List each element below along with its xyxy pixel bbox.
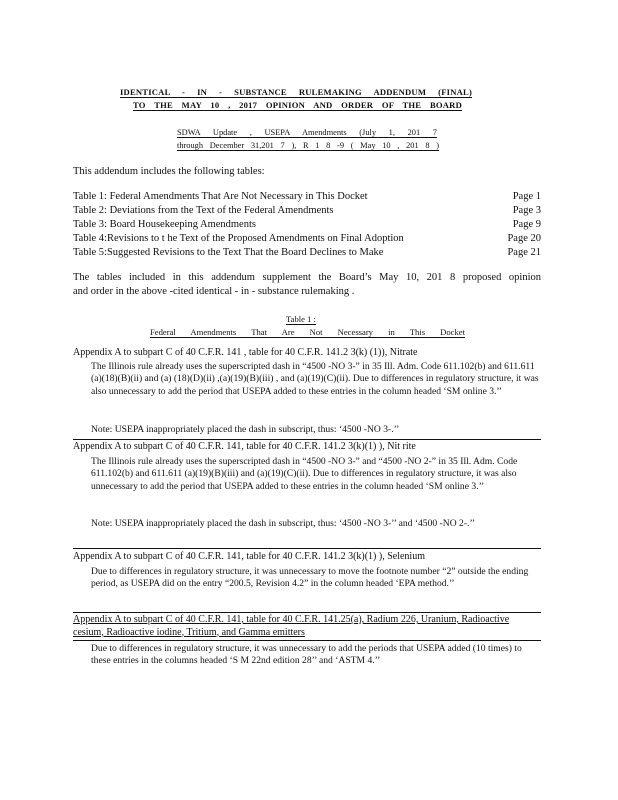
intro-text: This addendum includes the following tables: [73,166,265,177]
toc-label: Table 2: Deviations from the Text of the Federal Amendments [73,205,334,216]
toc-page: Page 1 [512,191,541,202]
toc-label: Table 5:Suggested Revisions to the Text That the Board Declines to Make [73,247,384,258]
entry-text: Due to differences in regulatory structure, it was unnecessary to add the periods that USEPA added (10 times) to these entries in the columns headed ‘S M 22nd edition 28’’ and ‘ASTM 4.’’ [91,643,522,667]
entry-divider [73,640,541,641]
entry-note: Note: USEPA inappropriately placed the dash in subscript, thus: ‘4500 -NO 3-.’’ [91,424,400,435]
toc-page: Page 20 [507,233,541,244]
table1-caption: Table 1 : [286,314,316,324]
toc-row [73,233,541,244]
toc-page: Page 21 [507,247,541,258]
toc-row [73,219,541,230]
header-sub-1: SDWA Update , USEPA Amendments (July 1, 201 7 [177,128,437,137]
entry-note: Note: USEPA inappropriately placed the dash in subscript, thus: ‘4500 -NO 3-’’ and ‘4500 -NO 2-.’’ [91,518,476,529]
toc-label: Table 3: Board Housekeeping Amendments [73,219,256,230]
entry-title: Appendix A to subpart C of 40 C.F.R. 141 , table for 40 C.F.R. 141.2 3(k) (1)), Nitrate [73,347,418,358]
entry-text: The Illinois rule already uses the superscripted dash in “4500 -NO 3-” in 35 Ill. Adm. Code 611.102(b) and 611.611 (a)(18)(B)(ii) and (a) (18)(D)(ii) ,(a)(19)(B)(iii) , and (a)(19)(C)(ii). Due to differences in regulatory structure, it was also unnecessary to add the period that USEPA added to these entries in the column headed ‘SM online 3.’’ [91,361,539,397]
entry-title: Appendix A to subpart C of 40 C.F.R. 141, table for 40 C.F.R. 141.2 3(k)(1) ), Selenium [73,551,425,562]
toc-page: Page 9 [512,219,541,230]
entry-text: The Illinois rule already uses the superscripted dash in “4500 -NO 3-” and “4500 -NO 2-” in 35 Ill. Adm. Code 611.102(b) and 611.611 (a)(19)(B)(iii) and (a)(19)(C)(ii). Due to differences in regulatory structure, it was also unnecessary to add the period that USEPA added to these entries in the column headed ‘SM online 3.’’ [91,456,518,492]
toc-row [73,247,541,258]
header-sub-2: through December 31,201 7 ), R 1 8 -9 ( May 10 , 201 8 ) [177,141,439,150]
toc-label: Table 4:Revisions to t he Text of the Proposed Amendments on Final Adoption [73,233,404,244]
entry-text: Due to differences in regulatory structure, it was unnecessary to move the footnote number “2” outside the ending period, as USEPA did on the entry “200.5, Revision 4.2” in the column headed ‘EPA method.’’ [91,566,529,590]
toc-label: Table 1: Federal Amendments That Are Not Necessary in This Docket [73,191,368,202]
toc-page: Page 3 [512,205,541,216]
entry-divider [73,612,541,613]
summary-line-1: The tables included in this addendum supplement the Board’s May 10, 201 8 proposed opinion [73,272,541,283]
header-line-2: TO THE MAY 10 , 2017 OPINION AND ORDER OF THE BOARD [133,100,462,110]
entry-title: Appendix A to subpart C of 40 C.F.R. 141, table for 40 C.F.R. 141.25(a), Radium 226, Uranium, Radioactive cesium, Radioactive iodine, Tritium, and Gamma emitters [73,614,510,638]
header-line-1: IDENTICAL - IN - SUBSTANCE RULEMAKING ADDENDUM (FINAL) [120,87,472,97]
summary-line-2: and order in the above -cited identical - in - substance rulemaking . [73,286,355,297]
entry-divider [73,548,541,549]
entry-title: Appendix A to subpart C of 40 C.F.R. 141, table for 40 C.F.R. 141.2 3(k)(1) ), Nit rite [73,441,416,452]
toc-row [73,191,541,202]
table1-title: Federal Amendments That Are Not Necessary in This Docket [150,327,465,337]
toc-row [73,205,541,216]
entry-divider [73,439,541,440]
